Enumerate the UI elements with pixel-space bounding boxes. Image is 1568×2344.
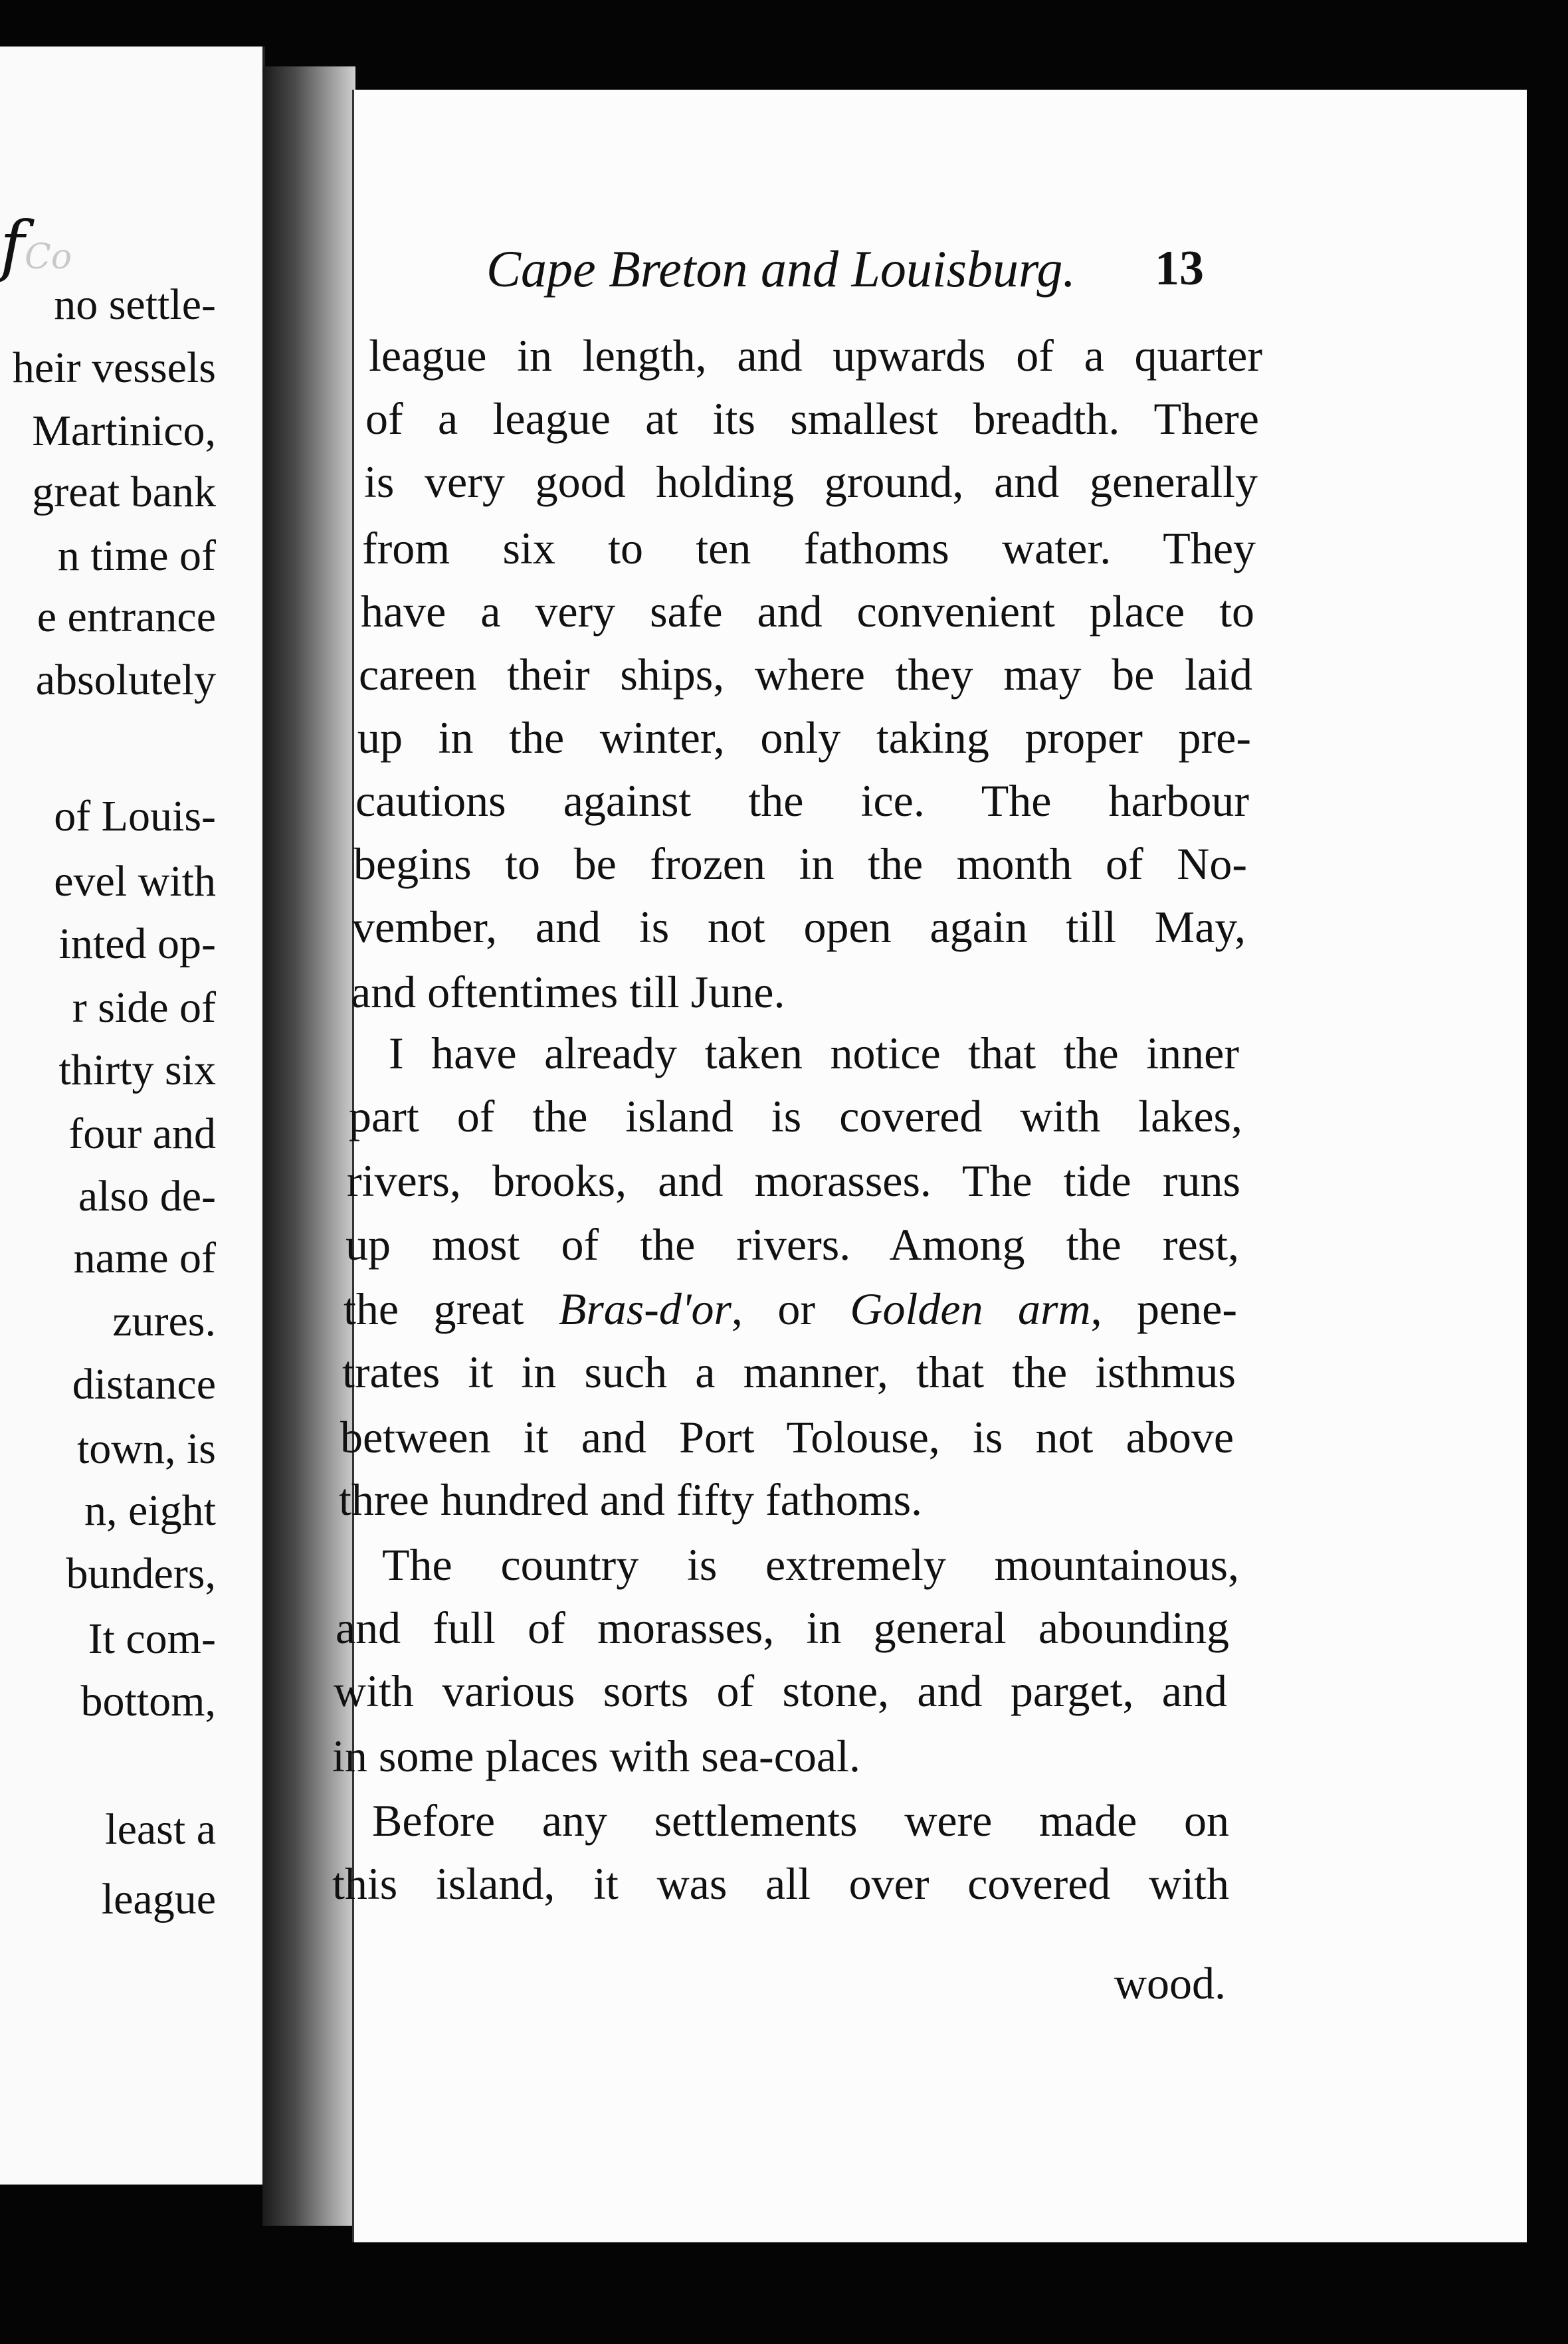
body-text-line: up most of the rivers. Among the rest,	[345, 1219, 1239, 1270]
body-text-line: between it and Port Tolouse, is not above	[340, 1412, 1234, 1462]
body-text-line: is very good holding ground, and generally	[364, 456, 1258, 507]
left-page-line: r side of	[72, 983, 216, 1032]
body-text-line: from six to ten fathoms water. They	[362, 523, 1256, 573]
body-text-line: three hundred and fifty fathoms.	[339, 1474, 923, 1525]
body-text-line: this island, it was all over covered with	[332, 1858, 1229, 1909]
left-page-line: n time of	[57, 532, 216, 580]
body-text-line: in some places with sea-coal.	[332, 1731, 860, 1781]
left-page-line: bunders,	[66, 1549, 216, 1598]
left-page-line: town, is	[76, 1424, 216, 1473]
left-page-line: of Louis-	[54, 792, 216, 840]
left-page-line: least a	[105, 1805, 216, 1854]
page-number: 13	[1155, 241, 1204, 296]
body-text-line: begins to be frozen in the month of No-	[353, 838, 1247, 889]
left-page-line: thirty six	[58, 1046, 216, 1094]
facing-page-left	[0, 47, 265, 2185]
body-text-line: league in length, and upwards of a quarter	[369, 330, 1262, 381]
left-page-line: bottom,	[80, 1677, 216, 1725]
left-page-line: no settle-	[54, 280, 216, 329]
left-page-line: It com-	[88, 1614, 216, 1663]
running-title: Cape Breton and Louisburg.	[486, 240, 1076, 298]
left-page-line: also de-	[78, 1172, 216, 1221]
left-page-line: heir vessels	[12, 343, 216, 392]
body-text-line: part of the island is covered with lakes,	[349, 1091, 1242, 1141]
left-page-signature-mark: fCo	[0, 207, 72, 284]
catchword: wood.	[1114, 1958, 1226, 2008]
body-text-line: have a very safe and convenient place to	[361, 586, 1254, 636]
left-page-line: four and	[68, 1110, 216, 1158]
left-page-line: evel with	[54, 857, 216, 906]
body-text-line: I have already taken notice that the inner	[389, 1028, 1239, 1078]
body-text-line: of a league at its smallest breadth. There	[365, 393, 1259, 444]
body-text-line: rivers, brooks, and morasses. The tide runs	[347, 1155, 1240, 1206]
left-page-line: distance	[72, 1360, 216, 1409]
body-text-line: cautions against the ice. The harbour	[355, 775, 1249, 826]
left-page-line: great bank	[32, 468, 216, 516]
left-page-line: e entrance	[37, 593, 216, 641]
body-text-line: and oftentimes till June.	[351, 967, 785, 1017]
body-text-line: careen their ships, where they may be laid	[359, 649, 1252, 700]
body-text-line: Before any settlements were made on	[372, 1795, 1229, 1846]
left-page-line: absolutely	[35, 656, 216, 704]
body-text-line: up in the winter, only taking proper pre-	[357, 712, 1251, 763]
left-page-line: n, eight	[84, 1486, 216, 1535]
left-page-line: zures.	[112, 1297, 216, 1345]
left-page-line: inted op-	[58, 920, 216, 968]
body-text-line: The country is extremely mountainous,	[382, 1539, 1239, 1590]
body-text-line: trates it in such a manner, that the isthmus	[342, 1347, 1236, 1397]
left-page-line: name of	[73, 1234, 216, 1282]
body-text-line: the great Bras-d'or, or Golden arm, pene-	[343, 1284, 1237, 1334]
left-page-line: league	[101, 1875, 216, 1923]
body-text-line: with various sorts of stone, and parget, and	[334, 1666, 1227, 1716]
body-text-line: and full of morasses, in general abounding	[336, 1603, 1229, 1653]
body-text-line: vember, and is not open again till May,	[352, 902, 1246, 952]
left-page-line: Martinico,	[32, 407, 216, 455]
